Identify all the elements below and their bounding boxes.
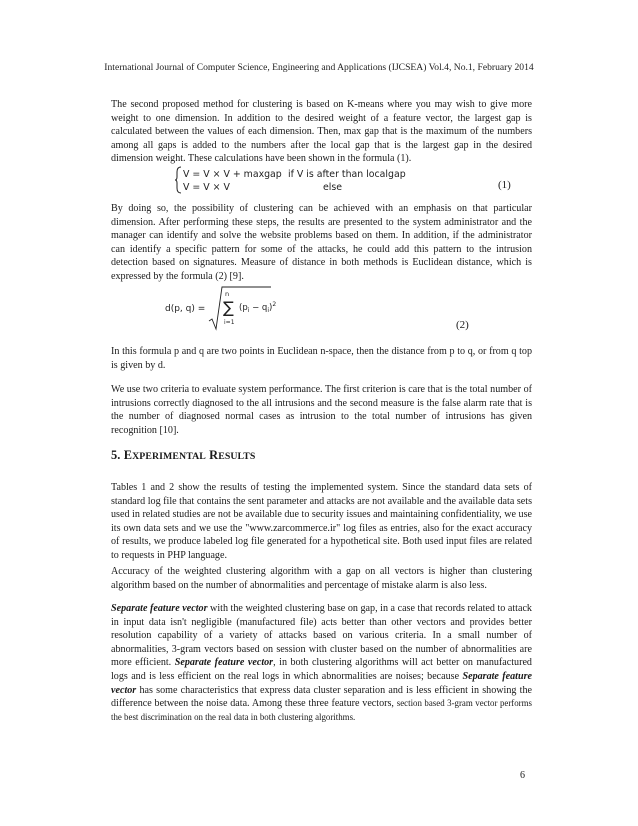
formula-2-sigma: ∑ xyxy=(223,298,234,317)
term-separate-feature-vector-2: Separate feature vector xyxy=(174,657,274,669)
p7-sentence-2: , in both clustering algorithms will act better on manufactured logs and is less efficient on the real logs in which abnormalities are noises; because xyxy=(111,657,532,682)
paragraph-test-results: Tables 1 and 2 show the results of testing the implemented system. Since the standard data sets of standard log file that contains the sent parameter and attacks are not available and the available data sets used in related studies are not be available due to security issues and maintaining confidentiality, we use its own data sets and we use the "www.zarcommerce.ir" log files as entries, also for the exact accuracy of results, we produce labeled log file generated for a hypothetical site. Both used input files are related to requests in PHP language. xyxy=(111,482,532,561)
paragraph-formula-explanation: In this formula p and q are two points in Euclidean n-space, then the distance from p to q, or from q top is given by d. xyxy=(111,346,532,371)
section-heading xyxy=(111,448,255,463)
paragraph-accuracy: Accuracy of the weighted clustering algorithm with a gap on all vectors is higher than clustering algorithm based on the number of abnormalities and percentage of mistake alarm is also less. xyxy=(111,566,532,591)
formula-2 xyxy=(165,283,305,331)
section-title-letter-r: R xyxy=(209,448,219,462)
formula-1-line2-cond: else xyxy=(323,182,343,193)
paragraph-evaluation-criteria: We use two criteria to evaluate system performance. The first criterion is care that is the total number of intrusions correctly diagnosed to the all intrusions and the second measure is the false alarm rate that is the number of diagnosed normal cases as intrusion to the total number of intrusions has given recognition [10]. xyxy=(111,384,532,436)
term-separate-feature-vector-1: Separate feature vector xyxy=(111,603,208,614)
section-number: 5. xyxy=(111,448,121,462)
p7-sentence-4: section based 3-gram vector performs the best discrimination on the real data in both clustering algorithms. xyxy=(111,698,532,722)
formula-1 xyxy=(175,165,435,195)
formula-1-line1-lhs: V = V × V + maxgap xyxy=(183,169,282,180)
paragraph-clustering-emphasis: By doing so, the possibility of clustering can be achieved with an emphasis on that particular dimension. After performing these steps, the results are presented to the system administrator and the manager can identify and solve the website problems based on them. In addition, if the administrator can identify a specific pattern for some of the attacks, he could add this pattern to the intrusion detection based on signatures. Measure of distance in both methods is Euclidean distance, which is expressed by the formula (2) [9]. xyxy=(111,203,532,282)
paragraph-kmeans-method: The second proposed method for clustering is based on K-means where you may wish to give more weight to one dimension. In addition to the desired weight of a feature vector, the largest gap is calculated between the values of each dimension. Then, max gap that is the maximum of the numbers among all gaps is added to the numbers after the local gap that is the largest gap in the desired dimension weight. These calculations have been shown in the formula (1). xyxy=(111,99,532,165)
formula-2-upper: n xyxy=(225,290,230,298)
formula-1-line2-lhs: V = V × V xyxy=(183,182,230,193)
formula-2-body: $(p_i - q_i)^2$ xyxy=(239,301,277,314)
formula-1-number: (1) xyxy=(498,179,511,191)
formula-1-brace xyxy=(175,167,181,193)
page-number: 6 xyxy=(520,770,525,781)
formula-1-line1-cond: if V is after than localgap xyxy=(288,169,406,180)
paragraph-separate-feature-vector xyxy=(111,602,532,724)
term-separate-feature-vector-3: Separate feature vector xyxy=(111,670,533,696)
formula-2-number: (2) xyxy=(456,319,469,331)
formula-2-lhs: d(p, q) = xyxy=(165,304,206,314)
section-title-letter-e: E xyxy=(123,448,133,462)
section-title-word-2: ESULTS xyxy=(218,451,256,462)
journal-header: International Journal of Computer Science, Engineering and Applications (IJCSEA) Vol.4, No.1, February 2014 xyxy=(104,62,534,73)
formula-2-lower: i=1 xyxy=(224,319,235,326)
section-title-word-1: XPERIMENTAL xyxy=(132,451,206,462)
p7-sentence-3: has some characteristics that express data cluster separation and is less efficient in showing the difference between the noise data. Among these three feature vectors, xyxy=(111,684,532,710)
p7-sentence-1: with the weighted clustering base on gap, in a case that records related to attack in input data isn't negligible (manufactured file) acts better than other vectors and provides better resolution capability of a variety of attacks based on various criteria. In a small number of abnormalities, 3-gram vectors based on session with cluster based on the number of abnormalities are more efficient. xyxy=(111,603,532,669)
